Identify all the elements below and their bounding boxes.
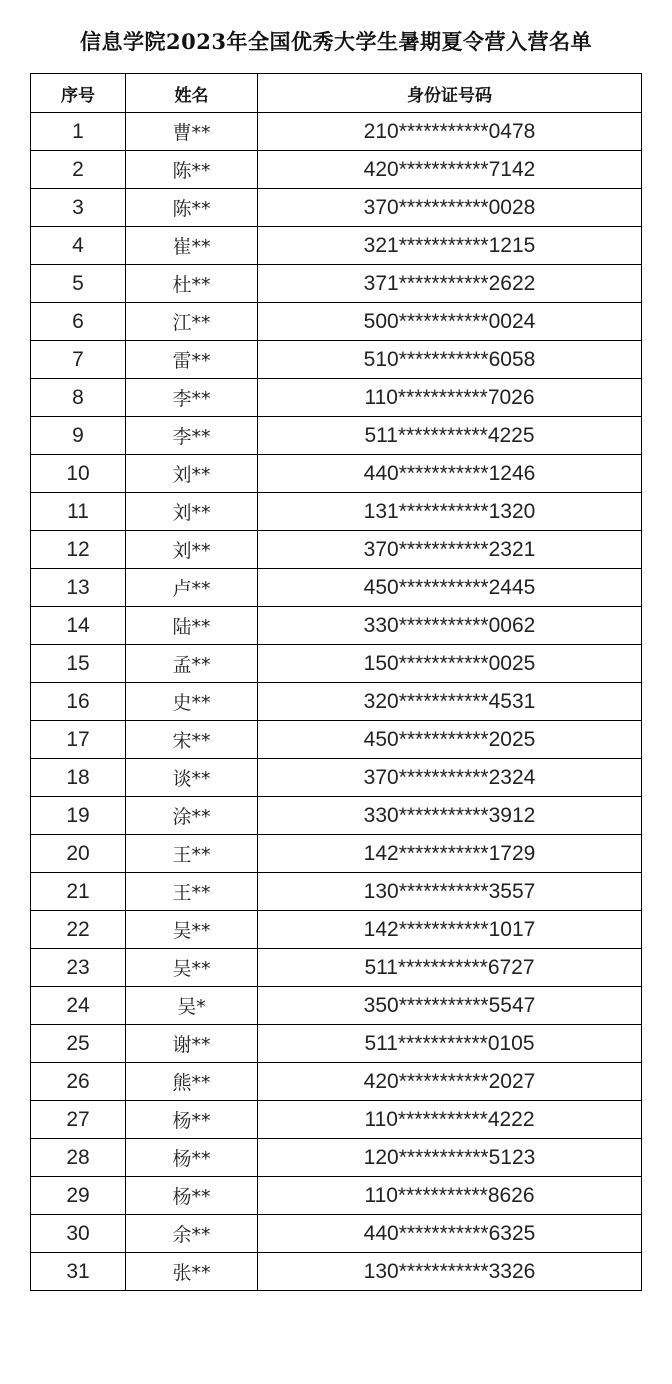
table-row [31, 759, 642, 797]
table-row [31, 873, 642, 911]
table-row [31, 531, 642, 569]
cell-id-number: 450***********2445 [258, 569, 642, 607]
cell-id-number: 420***********7142 [258, 151, 642, 189]
cell-id-number: 350***********5547 [258, 987, 642, 1025]
table-row [31, 645, 642, 683]
cell-name: 李** [126, 417, 258, 455]
cell-number: 3 [31, 189, 126, 227]
column-header-id-number: 身份证号码 [258, 74, 642, 113]
cell-number: 23 [31, 949, 126, 987]
cell-number: 24 [31, 987, 126, 1025]
cell-id-number: 120***********5123 [258, 1139, 642, 1177]
table-row [31, 151, 642, 189]
cell-number: 6 [31, 303, 126, 341]
table-row [31, 189, 642, 227]
cell-id-number: 330***********0062 [258, 607, 642, 645]
cell-id-number: 420***********2027 [258, 1063, 642, 1101]
cell-id-number: 210***********0478 [258, 113, 642, 151]
cell-id-number: 110***********8626 [258, 1177, 642, 1215]
cell-id-number: 321***********1215 [258, 227, 642, 265]
cell-number: 30 [31, 1215, 126, 1253]
cell-id-number: 440***********1246 [258, 455, 642, 493]
cell-number: 12 [31, 531, 126, 569]
cell-name: 史** [126, 683, 258, 721]
table-row [31, 1063, 642, 1101]
cell-name: 卢** [126, 569, 258, 607]
cell-name: 雷** [126, 341, 258, 379]
table-row [31, 569, 642, 607]
cell-id-number: 110***********7026 [258, 379, 642, 417]
cell-name: 杨** [126, 1101, 258, 1139]
cell-name: 王** [126, 835, 258, 873]
cell-number: 22 [31, 911, 126, 949]
cell-number: 5 [31, 265, 126, 303]
table-row [31, 417, 642, 455]
cell-id-number: 110***********4222 [258, 1101, 642, 1139]
cell-name: 张** [126, 1253, 258, 1291]
cell-id-number: 150***********0025 [258, 645, 642, 683]
cell-number: 27 [31, 1101, 126, 1139]
table-row [31, 1177, 642, 1215]
table-row [31, 1139, 642, 1177]
cell-number: 7 [31, 341, 126, 379]
cell-name: 孟** [126, 645, 258, 683]
cell-name: 江** [126, 303, 258, 341]
cell-id-number: 130***********3557 [258, 873, 642, 911]
cell-number: 15 [31, 645, 126, 683]
cell-number: 1 [31, 113, 126, 151]
cell-id-number: 371***********2622 [258, 265, 642, 303]
cell-name: 杨** [126, 1177, 258, 1215]
cell-number: 29 [31, 1177, 126, 1215]
cell-id-number: 511***********4225 [258, 417, 642, 455]
cell-name: 杜** [126, 265, 258, 303]
table-row [31, 379, 642, 417]
cell-name: 涂** [126, 797, 258, 835]
cell-name: 吴* [126, 987, 258, 1025]
cell-number: 25 [31, 1025, 126, 1063]
cell-name: 吴** [126, 911, 258, 949]
table-row [31, 721, 642, 759]
cell-number: 2 [31, 151, 126, 189]
table-row [31, 1101, 642, 1139]
cell-number: 10 [31, 455, 126, 493]
cell-number: 20 [31, 835, 126, 873]
cell-id-number: 130***********3326 [258, 1253, 642, 1291]
cell-id-number: 320***********4531 [258, 683, 642, 721]
cell-name: 李** [126, 379, 258, 417]
cell-number: 19 [31, 797, 126, 835]
cell-id-number: 440***********6325 [258, 1215, 642, 1253]
table-row [31, 1025, 642, 1063]
cell-number: 21 [31, 873, 126, 911]
cell-name: 宋** [126, 721, 258, 759]
cell-name: 陈** [126, 189, 258, 227]
cell-id-number: 510***********6058 [258, 341, 642, 379]
table-row [31, 607, 642, 645]
table-row [31, 987, 642, 1025]
cell-name: 杨** [126, 1139, 258, 1177]
cell-id-number: 370***********2324 [258, 759, 642, 797]
table-body [31, 113, 642, 1291]
cell-id-number: 500***********0024 [258, 303, 642, 341]
table-header-row [31, 74, 642, 113]
column-header-name: 姓名 [126, 74, 258, 113]
cell-number: 26 [31, 1063, 126, 1101]
cell-id-number: 511***********0105 [258, 1025, 642, 1063]
cell-id-number: 142***********1017 [258, 911, 642, 949]
cell-number: 11 [31, 493, 126, 531]
cell-id-number: 131***********1320 [258, 493, 642, 531]
cell-name: 崔** [126, 227, 258, 265]
cell-name: 刘** [126, 493, 258, 531]
cell-name: 余** [126, 1215, 258, 1253]
page-title: 信息学院2023年全国优秀大学生暑期夏令营入营名单 [80, 29, 592, 54]
cell-name: 陈** [126, 151, 258, 189]
cell-id-number: 370***********2321 [258, 531, 642, 569]
cell-name: 曹** [126, 113, 258, 151]
cell-id-number: 142***********1729 [258, 835, 642, 873]
table-row [31, 683, 642, 721]
table-row [31, 303, 642, 341]
cell-name: 吴** [126, 949, 258, 987]
table-row [31, 455, 642, 493]
cell-number: 13 [31, 569, 126, 607]
table-row [31, 911, 642, 949]
cell-name: 谢** [126, 1025, 258, 1063]
cell-id-number: 511***********6727 [258, 949, 642, 987]
cell-id-number: 330***********3912 [258, 797, 642, 835]
cell-number: 16 [31, 683, 126, 721]
table-row [31, 341, 642, 379]
cell-number: 28 [31, 1139, 126, 1177]
table-row [31, 835, 642, 873]
table-row [31, 227, 642, 265]
cell-id-number: 450***********2025 [258, 721, 642, 759]
table-row [31, 1215, 642, 1253]
column-header-number: 序号 [31, 74, 126, 113]
table-row [31, 493, 642, 531]
cell-id-number: 370***********0028 [258, 189, 642, 227]
cell-name: 陆** [126, 607, 258, 645]
table-row [31, 797, 642, 835]
cell-name: 刘** [126, 531, 258, 569]
cell-name: 刘** [126, 455, 258, 493]
cell-number: 9 [31, 417, 126, 455]
cell-number: 4 [31, 227, 126, 265]
cell-number: 17 [31, 721, 126, 759]
table-row [31, 1253, 642, 1291]
cell-name: 谈** [126, 759, 258, 797]
cell-number: 14 [31, 607, 126, 645]
cell-name: 熊** [126, 1063, 258, 1101]
cell-name: 王** [126, 873, 258, 911]
admission-table [30, 73, 642, 1291]
cell-number: 31 [31, 1253, 126, 1291]
table-row [31, 265, 642, 303]
cell-number: 8 [31, 379, 126, 417]
table-row [31, 949, 642, 987]
table-row [31, 113, 642, 151]
cell-number: 18 [31, 759, 126, 797]
